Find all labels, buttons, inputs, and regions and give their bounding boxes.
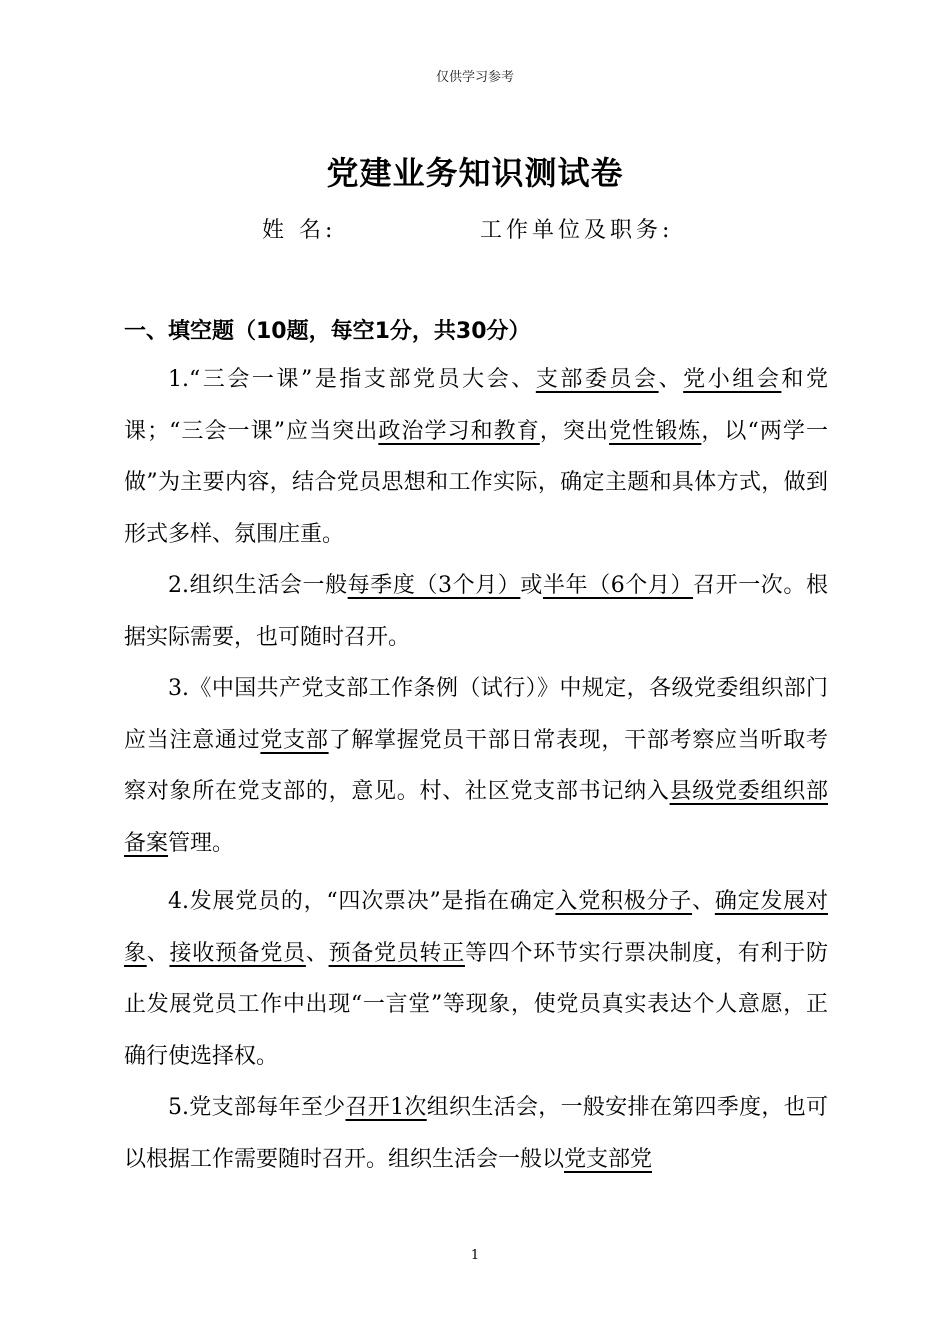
- question-1: [124, 354, 828, 560]
- answer-blank: 政治学习和教育: [378, 418, 540, 444]
- question-text: 1.“三会一课”是指支部党员大会、: [168, 367, 536, 392]
- answer-blank: 党小组会: [683, 367, 782, 392]
- work-unit-field-label: 工作单位及职务:: [480, 218, 674, 243]
- question-text: 2.组织生活会一般: [168, 573, 348, 598]
- answer-blank: 党支部: [260, 727, 329, 753]
- answer-blank: 接收预备党员: [169, 940, 306, 966]
- question-text: 了解掌握党员干部日常表现，干部考察应当听取考察对象所在党支部的，意见。村、社区党支部书记纳入: [124, 727, 828, 804]
- name-field-label: 姓 名:: [262, 218, 337, 243]
- answer-blank: 入党积极分子: [555, 889, 693, 914]
- question-text: 、: [658, 367, 684, 392]
- question-2: [124, 560, 828, 663]
- question-text: 和党课；“三会一课”应当突出: [124, 367, 828, 444]
- question-text: ，突出: [539, 418, 610, 444]
- answer-blank: 党性锻炼: [609, 418, 702, 444]
- section-heading: 一、填空题（10题，每空1分，共30分）: [124, 319, 531, 344]
- question-text: 召开一次。根据实际需要，也可随时召开。: [124, 573, 828, 650]
- page-number: 1: [470, 1248, 480, 1263]
- answer-blank: 县级党委组织部备案: [124, 779, 828, 856]
- answer-blank: 确定发展对象: [124, 889, 828, 966]
- question-text: 或: [520, 573, 543, 598]
- question-text: 管理。: [168, 830, 235, 856]
- answer-blank: 半年（6个月）: [542, 573, 694, 598]
- question-5: [124, 1082, 828, 1185]
- question-text: 4.发展党员的，“四次票决”是指在确定: [168, 889, 556, 914]
- question-text: 、: [692, 889, 715, 914]
- question-text: 、: [146, 940, 170, 966]
- document-title: 党建业务知识测试卷: [326, 154, 624, 192]
- question-text: 5.党支部每年至少: [168, 1095, 346, 1120]
- page-header: 仅供学习参考: [435, 70, 514, 85]
- question-text: ，以“两学一做”为主要内容，结合党员思想和工作实际，确定主题和具体方式，做到形式多样、氛围庄重。: [124, 418, 828, 547]
- answer-blank: 支部委员会: [535, 367, 659, 392]
- answer-blank: 党支部党: [564, 1146, 653, 1172]
- answer-blank: 每季度（3个月）: [347, 573, 521, 598]
- answer-blank: 召开1次: [345, 1095, 427, 1120]
- question-3: [124, 663, 828, 869]
- answer-blank: 预备党员转正: [328, 940, 465, 966]
- question-text: 等四个环节实行票决制度，有利于防止发展党员工作中出现“一言堂”等现象，使党员真实表达个人意愿，正确行使选择权。: [124, 940, 828, 1069]
- question-4: [124, 876, 828, 1082]
- question-text: 、: [305, 940, 329, 966]
- question-list: [124, 354, 828, 1185]
- question-text: 3.《中国共产党支部工作条例（试行）》中规定，各级党委组织部门应当注意通过: [124, 676, 828, 753]
- question-text: 组织生活会，一般安排在第四季度，也可以根据工作需要随时召开。组织生活会一般以: [124, 1095, 829, 1172]
